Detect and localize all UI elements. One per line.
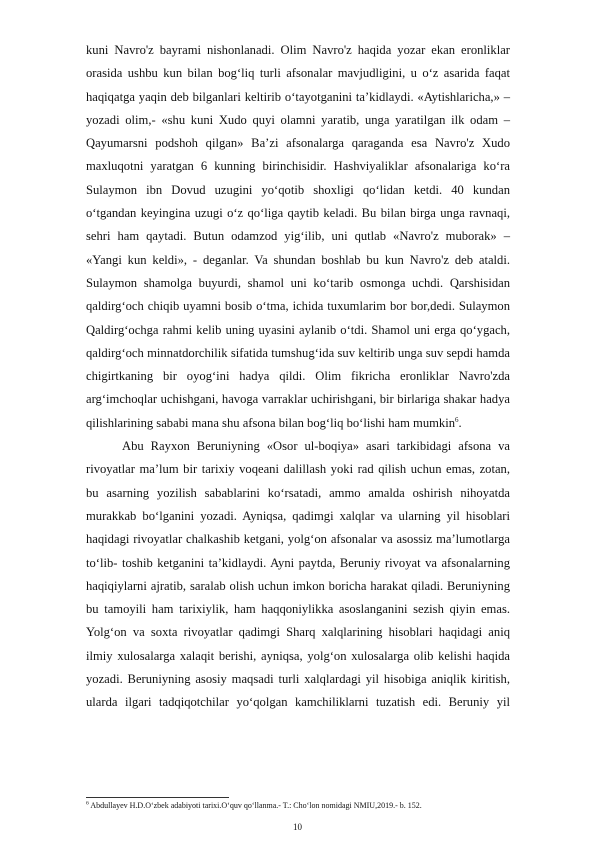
paragraph-text: kuni Navro'z bayrami nishonlanadi. Olim Navro'z haqida yozar ekan eronliklar orasida ushbu kun bilan bog‘liq turli afsonalar mavjudligini, u o‘z asarida faqat haqiqatga yaqin deb bilganlari keltirib o‘tayotganini ta’kidlaydi. «Aytishlaricha,» – yozadi olim,- «shu kuni Xudo quyi olamni yaratib, unga yaratilgan ilk odam – Qayumarsni podshoh qilgan» Ba’zi afsonalarga qaraganda esa Navro'z Xudo maxluqotni yaratgan 6 kunning birinchisidir. Hashviyaliklar afsonalariga ko‘ra Sulaymon ibn Dovud uzugini yo‘qotib shoxligi qo‘lidan ketdi. 40 kundan o‘tgandan keyingina uzugi o‘z qo‘liga qaytib keladi. Bu bilan birga unga ravnaqi, sehri ham qaytadi. Butun odamzod yig‘ilib, uni qutlab «Navro'z muborak» – «Yangi kun keldi», - deganlar. Va shundan boshlab bu kun Navro'z deb ataldi. Sulaymon shamolga buyurdi, shamol uni ko‘tarib osmonga uchdi. Qarshisidan qaldirg‘och chiqib uyamni bosib o‘tma, ichida tuxumlarim bor bor,dedi. Sulaymon Qaldirg‘ochga rahmi kelib uning uyasini aylanib o‘tdi. Shamol uni erga qo‘ygach, qaldirg‘och minnatdorchilik sifatida tumshug‘ida suv keltirib unga suv sepdi hamda chigirtkaning bir oyog‘ini hadya qildi. Olim fikricha eronliklar Navro'zda arg‘imchoqlar uchishgani, havoga varraklar uchirishgani, bir birlariga shakar hadya qilishlarining sababi mana shu afsona bilan bog‘liq bo‘lishi ham mumkin: [86, 43, 510, 430]
footnote-text: Abdullayev H.D.O‘zbek adabiyoti tarixi.O‘quv qo‘llanma.- T.: Cho‘lon nomidagi NMIU,2019.- b. 152.: [90, 801, 422, 810]
paragraph-text: Abu Rayxon Beruniyning «Osor ul-boqiya» asari tarkibidagi afsona va rivoyatlar ma’lum bir tarixiy voqeani dalillash yoki rad qilish uchun emas, zotan, bu asarning yozilish sabablarini ko‘rsatadi, ammo amalda oshirish nihoyatda murakkab bo‘lganini yozadi. Ayniqsa, qadimgi xalqlar va ularning yil hisoblari haqidagi rivoyatlar chalkashib ketgani, yolg‘on afsonalar va asossiz ma’lumotlarga to‘lib- toshib ketganini ta’kidlaydi. Ayni paytda, Beruniy rivoyat va afsonalarning haqiqiylarni ajratib, saralab olish uchun imkon boricha harakat qiladi. Beruniyning bu tamoyili ham tarixiylik, ham haqqoniylikka asoslanganini sezish qiyin emas. Yolg‘on va soxta rivoyatlar qadimgi Sharq xalqlarining hisoblari haqidagi aniq ilmiy xulosalarga xalaqit berishi, ayniqsa, yolg‘on xulosalarga olib kelishi haqida yozadi. Beruniyning asosiy maqsadi turli xalqlardagi yil hisobiga aniqlik kiritish, ularda ilgari tadqiqotchilar yo‘qolgan kamchiliklarni tuzatish edi. Beruniy yil: [86, 439, 510, 710]
body-text: [86, 39, 510, 715]
footnote-reference[interactable]: 6: [455, 415, 459, 424]
page-number: 10: [293, 822, 302, 832]
footnote: [86, 800, 510, 811]
paragraph-navruz: kuni Navro'z bayrami nishonlanadi. Olim Navro'z haqida yozar ekan eronliklar orasida ushbu kun bilan bog‘liq turli afsonalar mavjudligini, u o‘z asarida faqat haqiqatga yaqin deb bilganlari keltirib o‘tayotganini ta’kidlaydi. «Aytishlaricha,» – yozadi olim,- «shu kuni Xudo quyi olamni yaratib, unga yaratilgan ilk odam – Qayumarsni podshoh qilgan» Ba’zi afsonalarga qaraganda esa Navro'z Xudo maxluqotni yaratgan 6 kunning birinchisidir. Hashviyaliklar afsonalariga ko‘ra Sulaymon ibn Dovud uzugini yo‘qotib shoxligi qo‘lidan ketdi. 40 kundan o‘tgandan keyingina uzugi o‘z qo‘liga qaytib keladi. Bu bilan birga unga ravnaqi, sehri ham qaytadi. Butun odamzod yig‘ilib, uni qutlab «Navro'z muborak» – «Yangi kun keldi», - deganlar. Va shundan boshlab bu kun Navro'z deb ataldi. Sulaymon shamolga buyurdi, shamol uni ko‘tarib osmonga uchdi. Qarshisidan qaldirg‘och chiqib uyamni bosib o‘tma, ichida tuxumlarim bor bor,dedi. Sulaymon Qaldirg‘ochga rahmi kelib uning uyasini aylanib o‘tdi. Shamol uni erga qo‘ygach, qaldirg‘och minnatdorchilik sifatida tumshug‘ida suv keltirib unga suv sepdi hamda chigirtkaning bir oyog‘ini hadya qildi. Olim fikricha eronliklar Navro'zda arg‘imchoqlar uchishgani, havoga varraklar uchirishgani, bir birlariga shakar hadya qilishlarining sababi mana shu afsona bilan bog‘liq bo‘lishi ham mumkin$^6$.: [86, 43, 510, 430]
footnote-divider: [86, 797, 229, 798]
footnote-marker: 6: [86, 800, 89, 807]
paragraph-beruniy: [86, 435, 510, 715]
